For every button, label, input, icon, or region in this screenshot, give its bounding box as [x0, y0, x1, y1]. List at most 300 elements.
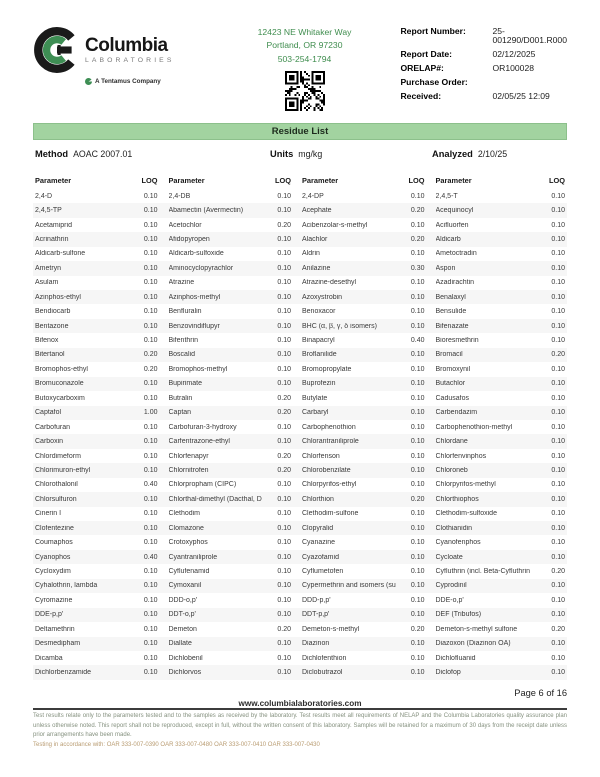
table-cell-group: [167, 409, 301, 416]
table-cell-group: [434, 582, 568, 589]
loq-cell: 0.10: [410, 654, 425, 662]
parameter-cell: Crotoxyphos: [168, 539, 208, 547]
table-cell-group: [300, 510, 434, 517]
loq-cell: 0.40: [143, 481, 158, 489]
analyzed-value: 2/10/25: [477, 148, 508, 159]
table-cell-group: [300, 236, 434, 243]
loq-cell: 0.10: [551, 409, 565, 417]
parameter-cell: Acibenzolar-s-methyl: [302, 221, 368, 229]
loq-cell: 0.10: [410, 351, 425, 359]
loq-cell: 0.10: [277, 322, 291, 330]
loq-cell: 0.10: [410, 568, 425, 576]
loq-cell: 0.10: [410, 553, 425, 561]
columbia-labs-logo-icon: [33, 26, 81, 74]
table-body: [33, 189, 567, 680]
loq-cell: 0.10: [277, 351, 291, 359]
loq-cell: 0.10: [410, 466, 425, 474]
column-header-loq: LOQ: [274, 175, 291, 185]
parameter-cell: Clothianidin: [435, 524, 473, 532]
table-cell-group: [300, 496, 434, 503]
loq-cell: 0.10: [277, 365, 291, 373]
parameter-cell: Captafol: [35, 409, 62, 417]
loq-cell: 0.10: [410, 192, 425, 200]
parameter-cell: Bupirimate: [168, 380, 202, 388]
table-cell-group: [434, 424, 568, 431]
parameter-cell: Chlordane: [435, 438, 468, 446]
loq-cell: 0.10: [277, 568, 291, 576]
table-row: [33, 348, 567, 362]
table-cell-group: [300, 409, 434, 416]
parameter-cell: DEF (Tribufos): [435, 611, 482, 619]
table-cell-group: [300, 337, 434, 344]
loq-cell: 0.10: [551, 495, 565, 503]
table-cell-group: [167, 337, 301, 344]
parameter-cell: Bromophos-ethyl: [35, 365, 88, 373]
table-cell-group: [33, 294, 167, 301]
table-cell-group: [300, 582, 434, 589]
table-cell-group: [33, 481, 167, 488]
parameter-cell: Dichlofluanid: [435, 654, 476, 662]
parameter-cell: Clethodim-sulfoxide: [435, 510, 497, 518]
loq-cell: 0.10: [277, 611, 291, 619]
table-row: [33, 232, 567, 246]
report-field-label: Purchase Order:: [400, 76, 468, 87]
table-cell-group: [434, 525, 568, 532]
table-cell-group: [167, 582, 301, 589]
loq-cell: 0.10: [143, 279, 158, 287]
parameter-cell: Bifenazate: [435, 322, 469, 330]
parameter-cell: Asulam: [35, 279, 59, 287]
table-cell-group: [300, 539, 434, 546]
parameter-cell: Carbofuran-3-hydroxy: [168, 423, 237, 431]
parameter-cell: Bioresmethrin: [435, 337, 479, 345]
table-row: [33, 564, 567, 578]
loq-cell: 0.10: [551, 235, 565, 243]
loq-cell: 0.10: [551, 524, 565, 532]
loq-cell: 0.10: [277, 423, 291, 431]
loq-cell: 0.20: [277, 452, 291, 460]
table-cell-group: [434, 294, 568, 301]
loq-cell: 0.20: [410, 495, 425, 503]
loq-cell: 0.10: [410, 669, 425, 677]
loq-cell: 0.10: [551, 423, 565, 431]
loq-cell: 0.20: [277, 409, 291, 417]
table-cell-group: [167, 366, 301, 373]
table-cell-group: [300, 380, 434, 387]
loq-cell: 0.20: [277, 394, 291, 402]
report-field-value: 02/05/25 12:09: [492, 90, 550, 101]
loq-cell: 0.10: [143, 438, 158, 446]
parameter-cell: Butralin: [168, 394, 193, 402]
loq-cell: 0.10: [143, 337, 158, 345]
loq-cell: 0.10: [551, 669, 565, 677]
parameter-cell: Anilazine: [302, 264, 331, 272]
loq-cell: 0.10: [143, 250, 158, 258]
table-row: [33, 463, 567, 477]
parameter-cell: Acequinocyl: [435, 207, 474, 215]
loq-cell: 0.10: [143, 654, 158, 662]
table-cell-group: [434, 380, 568, 387]
loq-cell: 0.10: [143, 293, 158, 301]
parameter-cell: Cyromazine: [35, 596, 73, 604]
table-cell-group: [167, 525, 301, 532]
loq-cell: 0.40: [410, 337, 425, 345]
parameter-cell: Dichlobenil: [168, 654, 203, 662]
table-row: [33, 637, 567, 651]
loq-cell: 0.10: [143, 394, 158, 402]
parameter-cell: Clethodim-sulfone: [302, 510, 359, 518]
logo-name: Columbia: [85, 35, 168, 56]
table-cell-group: [300, 250, 434, 257]
table-cell-group: [300, 481, 434, 488]
table-cell-group: [300, 669, 434, 676]
parameter-cell: Bensulide: [435, 308, 467, 316]
table-cell-group: [434, 496, 568, 503]
loq-cell: 0.10: [551, 596, 565, 604]
parameter-cell: 2,4-DP: [302, 192, 324, 200]
table-cell-group: [167, 467, 301, 474]
table-cell-group: [33, 279, 167, 286]
accordance-text: Testing in accordance with: OAR 333-007-0390 OAR 333-007-0480 OAR 333-007-0410 OAR 333-007-0430: [33, 741, 320, 748]
table-cell-group: [33, 380, 167, 387]
address-line-1: 12423 NE Whitaker Way: [257, 27, 352, 37]
parameter-cell: Butachlor: [435, 380, 466, 388]
parameter-cell: Cyanazine: [302, 539, 336, 547]
parameter-cell: Bromoxynil: [435, 365, 471, 373]
loq-cell: 0.10: [410, 524, 425, 532]
loq-cell: 0.10: [410, 365, 425, 373]
table-cell-group: [33, 438, 167, 445]
table-cell-group: [300, 366, 434, 373]
parameter-cell: Aldrin: [302, 250, 320, 258]
loq-cell: 0.10: [277, 235, 291, 243]
table-cell-group: [300, 207, 434, 214]
parameter-cell: Captan: [168, 409, 192, 417]
report-info-block: [400, 26, 567, 116]
loq-cell: 0.10: [410, 452, 425, 460]
parameter-cell: Bromuconazole: [35, 380, 84, 388]
table-cell-group: [33, 265, 167, 272]
table-cell-group: [434, 611, 568, 618]
tentamus-tagline: A Tentamus Company: [95, 78, 161, 85]
parameter-cell: 2,4,5-TP: [35, 207, 62, 215]
table-row: [33, 593, 567, 607]
parameter-cell: Clomazone: [168, 524, 204, 532]
table-cell-group: [167, 380, 301, 387]
table-cell-group: [434, 395, 568, 402]
table-cell-group: [33, 510, 167, 517]
table-row: [33, 434, 567, 448]
parameter-cell: Dicamba: [35, 654, 63, 662]
table-cell-group: [33, 582, 167, 589]
table-cell-group: [300, 554, 434, 561]
table-cell-group: [167, 395, 301, 402]
loq-cell: 0.10: [551, 582, 565, 590]
report-field-label: ORELAP#:: [400, 62, 444, 73]
table-cell-group: [33, 409, 167, 416]
parameter-cell: Cyhalothrin, lambda: [35, 582, 98, 590]
loq-cell: 0.10: [410, 611, 425, 619]
parameter-cell: Carbaryl: [302, 409, 329, 417]
lab-address-block: [223, 26, 387, 116]
parameter-cell: Cyflumetofen: [302, 568, 344, 576]
parameter-cell: Chlorthiophos: [435, 495, 479, 503]
method-label: Method: [35, 148, 69, 159]
table-cell-group: [167, 655, 301, 662]
table-cell-group: [33, 222, 167, 229]
parameter-cell: Azadirachtin: [435, 279, 475, 287]
parameter-cell: Binapacryl: [302, 337, 335, 345]
parameter-cell: Afidopyropen: [168, 235, 210, 243]
loq-cell: 0.10: [277, 279, 291, 287]
loq-cell: 0.10: [143, 192, 158, 200]
loq-cell: 0.20: [143, 365, 158, 373]
residue-list-banner: Residue List: [33, 123, 567, 140]
parameter-cell: Aldicarb-sulfoxide: [168, 250, 224, 258]
parameter-cell: Dichlorbenzamide: [35, 669, 92, 677]
disclaimer-text: Test results relate only to the parameters tested and to the samples as received by the laboratory. Test results meet all requirements of NELAP and the Columbia Laboratories quality assurance plan unless otherwise noted. This report shall not be reproduced, except in full, without the written consent of this laboratory. Samples will be retained for a maximum of 30 days from the receipt date unless prior arrangements have been made.: [33, 713, 567, 739]
loq-cell: 0.10: [143, 322, 158, 330]
parameter-cell: Abamectin (Avermectin): [168, 207, 244, 215]
table-row: [33, 420, 567, 434]
report-field-row: [400, 78, 567, 87]
loq-cell: 0.10: [277, 553, 291, 561]
parameter-cell: Bifenthrin: [168, 337, 199, 345]
parameter-cell: Benoxacor: [302, 308, 336, 316]
parameter-cell: DDE-o,p': [435, 596, 464, 604]
table-cell-group: [434, 669, 568, 676]
loq-cell: 0.30: [410, 264, 425, 272]
table-cell-group: [434, 236, 568, 243]
parameter-cell: Chlorthion: [302, 495, 334, 503]
table-cell-group: [33, 351, 167, 358]
report-field-row: [400, 50, 567, 59]
table-row: [33, 492, 567, 506]
table-cell-group: [434, 193, 568, 200]
parameter-cell: DDE-p,p': [35, 611, 64, 619]
phone-number: 503-254-1794: [277, 53, 332, 64]
table-cell-group: [300, 279, 434, 286]
loq-cell: 0.20: [277, 466, 291, 474]
table-cell-group: [434, 409, 568, 416]
loq-cell: 0.10: [551, 250, 565, 258]
table-row: [33, 535, 567, 549]
column-header-loq: LOQ: [141, 175, 158, 185]
loq-cell: 0.10: [410, 438, 425, 446]
parameter-cell: Aldicarb: [435, 235, 461, 243]
table-cell-group: [33, 207, 167, 214]
logo-block: [33, 26, 203, 116]
report-field-row: [400, 64, 567, 73]
parameter-cell: Demeton-s-methyl: [302, 625, 360, 633]
parameter-cell: Dichlofenthion: [302, 654, 347, 662]
parameter-cell: Diclobutrazol: [302, 669, 343, 677]
loq-cell: 0.10: [143, 539, 158, 547]
table-cell-group: [33, 655, 167, 662]
loq-cell: 0.10: [410, 423, 425, 431]
table-cell-group: [167, 351, 301, 358]
loq-cell: 0.10: [410, 250, 425, 258]
table-cell-group: [300, 568, 434, 575]
loq-cell: 0.10: [410, 322, 425, 330]
table-cell-group: [434, 453, 568, 460]
loq-cell: 0.10: [143, 596, 158, 604]
table-row: [33, 579, 567, 593]
loq-cell: 0.10: [143, 452, 158, 460]
loq-cell: 0.10: [551, 452, 565, 460]
table-cell-group: [167, 568, 301, 575]
parameter-cell: Diazoxon (Diazinon OA): [435, 640, 511, 648]
parameter-cell: Bromacil: [435, 351, 463, 359]
column-header-parameter: Parameter: [35, 175, 72, 185]
parameter-cell: Butylate: [302, 394, 328, 402]
parameter-cell: Diallate: [168, 640, 192, 648]
table-header-row: [33, 172, 567, 189]
parameter-cell: Demeton-s-methyl sulfone: [435, 625, 518, 633]
table-cell-group: [300, 597, 434, 604]
report-field-value: 02/12/2025: [492, 48, 536, 59]
loq-cell: 0.10: [143, 221, 158, 229]
table-cell-group: [33, 554, 167, 561]
table-cell-group: [167, 323, 301, 330]
units-label: Units: [270, 148, 294, 159]
column-header-loq: LOQ: [548, 175, 565, 185]
parameter-cell: Clopyralid: [302, 524, 334, 532]
parameter-cell: Boscalid: [168, 351, 195, 359]
loq-cell: 0.10: [410, 221, 425, 229]
table-cell-group: [33, 250, 167, 257]
units-value: mg/kg: [298, 148, 323, 159]
table-cell-group: [434, 250, 568, 257]
table-cell-group: [300, 453, 434, 460]
parameter-cell: BHC (α, β, γ, δ isomers): [302, 322, 377, 330]
logo-subtitle: LABORATORIES: [85, 57, 175, 64]
column-header-loq: LOQ: [408, 175, 425, 185]
parameter-cell: Chlorpyrifos-methyl: [435, 481, 496, 489]
loq-cell: 0.10: [551, 365, 565, 373]
parameter-cell: Deltamethrin: [35, 625, 75, 633]
parameter-cell: Cyanofenphos: [435, 539, 481, 547]
loq-cell: 0.10: [277, 308, 291, 316]
loq-cell: 0.20: [277, 625, 291, 633]
table-row: [33, 521, 567, 535]
table-cell-group: [33, 323, 167, 330]
parameter-cell: Diazinon: [302, 640, 330, 648]
loq-cell: 0.10: [143, 495, 158, 503]
table-row: [33, 247, 567, 261]
loq-cell: 0.10: [551, 438, 565, 446]
parameter-cell: Benfluralin: [168, 308, 202, 316]
loq-cell: 0.10: [143, 510, 158, 518]
table-cell-group: [434, 323, 568, 330]
loq-cell: 0.10: [551, 611, 565, 619]
parameter-cell: Acetamiprid: [35, 221, 72, 229]
report-field-row: [400, 27, 567, 44]
loq-cell: 0.10: [410, 409, 425, 417]
parameter-cell: Acifluorfen: [435, 221, 469, 229]
loq-cell: 0.20: [410, 235, 425, 243]
table-cell-group: [167, 611, 301, 618]
table-cell-group: [434, 337, 568, 344]
loq-cell: 0.10: [410, 380, 425, 388]
table-cell-group: [434, 265, 568, 272]
loq-cell: 0.20: [277, 221, 291, 229]
loq-cell: 0.10: [277, 539, 291, 547]
parameter-cell: Aminocyclopyrachlor: [168, 264, 234, 272]
parameter-cell: Clethodim: [168, 510, 201, 518]
parameter-cell: Demeton: [168, 625, 197, 633]
loq-cell: 0.10: [143, 308, 158, 316]
loq-cell: 0.10: [410, 582, 425, 590]
parameter-cell: Coumaphos: [35, 539, 73, 547]
loq-cell: 0.10: [143, 423, 158, 431]
table-cell-group: [33, 568, 167, 575]
parameter-cell: Cyazofamid: [302, 553, 339, 561]
loq-cell: 0.10: [277, 250, 291, 258]
parameter-cell: Chlorfenson: [302, 452, 340, 460]
loq-cell: 0.20: [143, 351, 158, 359]
table-cell-group: [167, 308, 301, 315]
table-cell-group: [434, 510, 568, 517]
table-cell-group: [167, 453, 301, 460]
table-cell-group: [434, 597, 568, 604]
parameter-cell: 2,4-D: [35, 192, 53, 200]
parameter-cell: Butoxycarboxim: [35, 394, 85, 402]
loq-cell: 0.10: [410, 481, 425, 489]
table-cell-group: [434, 366, 568, 373]
table-row: [33, 218, 567, 232]
website-link[interactable]: www.columbialaboratories.com: [238, 699, 362, 708]
table-cell-group: [33, 467, 167, 474]
table-cell-group: [300, 294, 434, 301]
table-row: [33, 333, 567, 347]
parameter-cell: Carbophenothion-methyl: [435, 423, 513, 431]
table-cell-group: [33, 611, 167, 618]
loq-cell: 0.10: [277, 438, 291, 446]
table-cell-group: [33, 496, 167, 503]
table-row: [33, 391, 567, 405]
table-cell-group: [434, 207, 568, 214]
table-cell-group: [434, 640, 568, 647]
parameter-cell: Acetochlor: [168, 221, 202, 229]
table-cell-group: [167, 669, 301, 676]
parameter-cell: Bromopropylate: [302, 365, 352, 373]
table-row: [33, 665, 567, 679]
loq-cell: 0.20: [410, 207, 425, 215]
parameter-cell: Chlorfenvinphos: [435, 452, 487, 460]
loq-cell: 0.20: [410, 625, 425, 633]
parameter-cell: Bitertanol: [35, 351, 65, 359]
parameter-cell: Dichlorvos: [168, 669, 202, 677]
loq-cell: 0.10: [410, 640, 425, 648]
address-line-2: Portland, OR 97230: [266, 40, 343, 51]
parameter-cell: Benzovindiflupyr: [168, 322, 220, 330]
loq-cell: 0.10: [551, 221, 565, 229]
parameter-cell: Buprofezin: [302, 380, 336, 388]
table-row: [33, 377, 567, 391]
table-cell-group: [33, 453, 167, 460]
parameter-cell: 2,4,5-T: [435, 192, 458, 200]
loq-cell: 0.10: [143, 264, 158, 272]
table-cell-group: [434, 626, 568, 633]
table-cell-group: [33, 626, 167, 633]
loq-cell: 0.10: [410, 510, 425, 518]
parameter-cell: Cyantraniliprole: [168, 553, 218, 561]
parameter-cell: Cinerin I: [35, 510, 62, 518]
table-cell-group: [300, 467, 434, 474]
report-field-value: [492, 78, 567, 87]
table-cell-group: [434, 481, 568, 488]
